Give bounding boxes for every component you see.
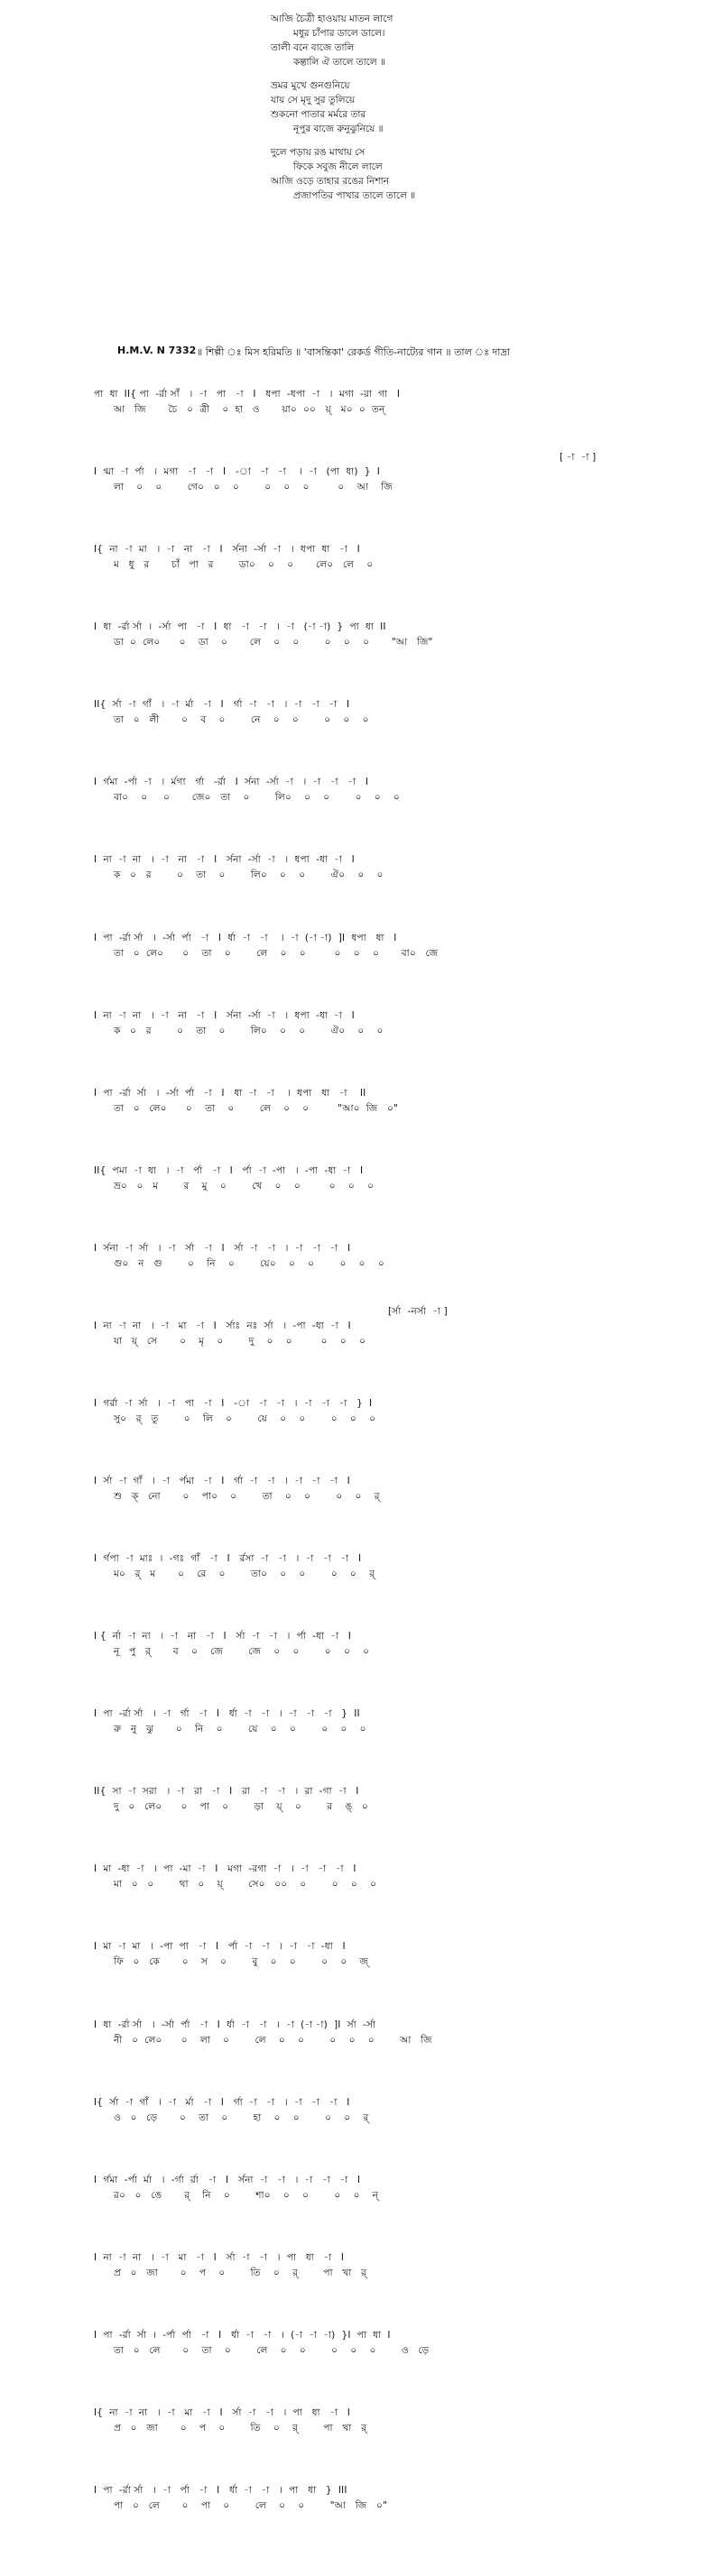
lyric-line: আজি চৈত্রী হাওয়ায় মাতন লাগে — [271, 14, 393, 24]
swara-line: I পা -র্রা র্সা । -র্পা র্পা -া I র্ধা -া -া । (-া -া -া) }I পা ধা I — [94, 2330, 391, 2341]
lyric-syllables: ক ০ র ০ তা ০ লি০ ০ ০ ঐ০ ০ ০ — [114, 1026, 384, 1036]
swara-line: I র্গপা -া মাঃ । -গঃ গাঁ -া I র্রসা -া -া । -া -া -া I — [94, 1553, 362, 1564]
swara-line: I ধা -র্রা র্সা । -র্সা পা -া I ধা -া -া । -া (-া -া) } পা ধা II — [94, 621, 386, 632]
swara-line: I{ না -া না । -া মা -া I র্সা -া -া । পা ধা -া I — [94, 2407, 351, 2418]
swara-line: I পা -র্রা র্সা । -র্সা র্পা -া I ধা -া -া । ধপা ধা -া II — [94, 1088, 366, 1099]
lyric-line: ভ্রমর মুখে গুনগুনিয়ে — [271, 80, 350, 91]
lyric-syllables: র০ ০ ঙে র্ নি ০ শা০ ০ ০ ০ ০ ন্ — [114, 2190, 379, 2201]
lyric-syllables: রু নু ঝু ০ নি ০ য়ে ০ ০ ০ ০ ০ — [114, 1724, 366, 1734]
lyric-line: মধুর চাঁপার ডালে ডালে। — [293, 28, 385, 39]
lyric-syllables: দু ০ লে০ ০ পা ০ ড়া য়্ ০ র ঙ্ ০ — [114, 1801, 368, 1812]
swara-line: I গর্রা -া র্সা । -া পা -া I -া -া -া । -া -া -া } I — [94, 1398, 373, 1409]
swara-line: I মা -ধা -া । পা -মা -া I মগা -রগা -া । -া -া -া I — [94, 1863, 356, 1874]
lyric-line: আজি ওড়ে তাহার রঙের নিশান — [271, 176, 389, 187]
lyric-line: ফিকে সবুজ নীলে লালে — [293, 161, 383, 172]
lyric-line: নূপুর বাজে রুনুঝুনিয়ে ॥ — [293, 124, 384, 134]
lyric-syllables: শু ক্ নো ০ পা০ ০ তা ০ ০ ০ ০ র্ — [114, 1491, 380, 1502]
swara-line: I না -া না । -া না -া I র্সনা -র্সা -া । ধপা -ধা -া I — [94, 854, 355, 865]
lyric-syllables: তা ০ লে০ ০ তা ০ লে ০ ০ ০ ০ ০ বা০ জে — [114, 948, 439, 959]
lyric-syllables: প্র ০ জা ০ প ০ তি ০ র্ পা খা র্ — [114, 2423, 367, 2433]
swara-line: I ধা -র্রা র্সা । -র্সা র্পা -া I র্ধা -া -া । -া (-া -া) ]I র্সা -র্সা — [94, 2019, 376, 2030]
swara-line: I র্গমা -র্পা র্মা । -র্গা র্রা -া I র্সনা -া -া । -া -া -া I — [94, 2175, 361, 2185]
lyric-syllables: ম ধু র চাঁ পা র ডা০ ০ ০ লে০ লে ০ — [114, 559, 374, 570]
lyric-syllables: তা ০ লে০ ০ তা ০ লে ০ ০ "আ০ জি ০" — [114, 1103, 399, 1114]
swara-line: II{ র্সা -া গাঁ । -া র্মা -া I র্গা -া -া । -া -া -া I — [94, 699, 350, 710]
swara-line: I না -া না । -া না -া I র্সনা -র্সা -া । ধপা -ধা -া I — [94, 1010, 355, 1021]
swara-line: I{ র্সা -া গাঁ । -া র্মা -া I র্গা -া -া । -া -া -া I — [94, 2097, 350, 2108]
swara-line: I না -া না । -া মা -া I র্সাঃ নঃ র্সা । -পা -ধা -া I — [94, 1320, 351, 1331]
lyric-syllables: তা ০ লে ০ তা ০ লে ০ ০ ০ ০ ০ ও ড়ে — [114, 2345, 430, 2356]
lyric-syllables: ভ্র০ ০ ম র মু ০ খে ০ ০ ০ ০ ০ — [114, 1181, 375, 1191]
swara-line: I পা -র্রা র্সা । -া র্গা -া I র্ধা -া -া । -া -া -া } II — [94, 1708, 360, 1719]
record-number: H.M.V. N 7332 — [117, 345, 197, 356]
lyric-syllables: পা ০ লে ০ পা ০ লে ০ ০ "আ জি ০" — [114, 2500, 387, 2511]
swara-line: I গ্মা -া র্পা । মগা -া -া I -া -া -া । -া (পা ধা) } I — [94, 466, 381, 477]
lyric-syllables: লা ০ ০ গে০ ০ ০ ০ ০ ০ ০ আ জি — [114, 482, 393, 492]
lyric-line: কল্তালি ঐ তালে তালে ॥ — [293, 57, 386, 68]
lyric-line: শুকনো পাতার মর্মরে তার — [271, 109, 366, 120]
lyric-syllables: নূ পু র্ ব ০ জে জে ০ ০ ০ ০ ০ — [114, 1646, 370, 1657]
swara-line: I র্সা -া গাঁ । -া র্পমা -া I র্গা -া -া । -া -া -া I — [94, 1476, 350, 1486]
lyric-syllables: সু০ র্ তু ০ লি ০ য়ে ০ ০ ০ ০ ০ — [114, 1413, 376, 1424]
swara-line: I পা -র্রা র্সা । -া র্পা -া I র্ধা -া -া । পা ধা } III — [94, 2485, 347, 2496]
record-details: ॥ শিল্পী ঃ মিস হরিমতি ॥ 'বাসন্তিকা' রেকর্ড গীতি-নাট্যের গান ॥ তাল ঃ দাদ্রা — [197, 346, 510, 358]
lyric-syllables: ও ০ ড়ে ০ তা ০ হা ০ ০ ০ ০ র্ — [114, 2112, 369, 2123]
lyric-syllables: ক ০ র ০ তা ০ লি০ ০ ০ ঐ০ ০ ০ — [114, 869, 384, 880]
swara-line: II{ সা -া সরা । -া রা -া I রা -া -া । রা -গা -া I — [94, 1786, 359, 1797]
swara-line: I পা -র্রা র্সা । -র্সা র্পা -া I র্ধা -া -া । -া (-া -া) ]I ধপা ধা I — [94, 933, 397, 943]
swara-line: I{ না -া মা । -া না -া I র্সনা -র্সা -া । ধপা ধা -া I — [94, 544, 360, 555]
notation-alternate: [র্সা -নর্সা -া ] — [388, 1306, 448, 1317]
swara-line: II{ পমা -া ধা । -া র্পা -া I র্পা -া -পা । -পা -ধা -া I — [94, 1165, 364, 1176]
lyric-syllables: ফি ০ কে ০ স ০ বু ০ ০ ০ ০ জ্ — [114, 1956, 369, 1967]
swara-line: I র্গমা -র্পা -া । র্মগা র্গা -র্রা I র্সনা -র্সা -া । -া -া -া I — [94, 777, 369, 787]
swara-line: I মা -া মা । -পা পা -া I র্পা -া -া । -া -া -ধা I — [94, 1941, 346, 1952]
swara-line: I র্সনা -া র্সা । -া র্সা -া I র্সা -া -া । -া -া -া I — [94, 1243, 351, 1254]
swara-line: I { র্না -া না । -া না -া I র্সা -া -া । র্পা -ধা -া I — [94, 1631, 351, 1642]
lyric-line: তালী বনে বাজে তালি — [271, 42, 355, 53]
swara-line: I না -া না । -া মা -া I র্সা -া -া । পা ধা -া I — [94, 2252, 345, 2263]
lyric-syllables: নী ০ লে০ ০ লা ০ লে ০ ০ ০ ০ ০ আ জি — [114, 2035, 432, 2046]
lyric-syllables: গু০ ন গু ০ নি ০ য়ে০ ০ ০ ০ ০ ০ — [114, 1258, 384, 1269]
lyric-line: প্রজাপতির পাখার তালে তালে ॥ — [293, 190, 416, 201]
lyric-syllables: প্র ০ জা ০ প ০ তি ০ র্ পা খা র্ — [114, 2268, 367, 2278]
lyric-syllables: তা ০ লী ০ ব ০ নে ০ ০ ০ ০ ০ — [114, 714, 369, 725]
lyric-line: যায় সে মৃদু সুর তুলিয়ে — [271, 95, 355, 106]
lyric-syllables: ম০ র্ ম ০ রে ০ তা০ ০ ০ ০ ০ র্ — [114, 1569, 375, 1579]
notation-alternate: [ -া -া ] — [560, 452, 597, 463]
lyric-syllables: আ জি চৈ ০ ত্রী ০ হা ও য়া০ ০০ য়্ ম০ ০ তন্ — [114, 404, 385, 415]
swara-line: পা ধা II{ পা -র্রা সাঁ । -া পা -া I ধপা -ধপা -া । মগা -রা গা I — [94, 389, 401, 400]
lyric-syllables: যা য়্ সে ০ মৃ ০ দু ০ ০ ০ ০ ০ — [114, 1336, 366, 1347]
lyric-line: দুলে পড়ায় রঙ মাথায় সে — [271, 147, 366, 158]
lyric-syllables: মা ০ ০ থা ০ য়্ সে০ ০০ ০ ০ ০ ০ — [114, 1879, 377, 1890]
lyric-syllables: ডা ০ লে০ ০ ডা ০ লে ০ ০ ০ ০ ০ "আ জি" — [114, 637, 433, 648]
lyric-syllables: বা০ ০ ০ জে০ তা ০ লি০ ০ ০ ০ ০ ০ — [114, 792, 400, 803]
